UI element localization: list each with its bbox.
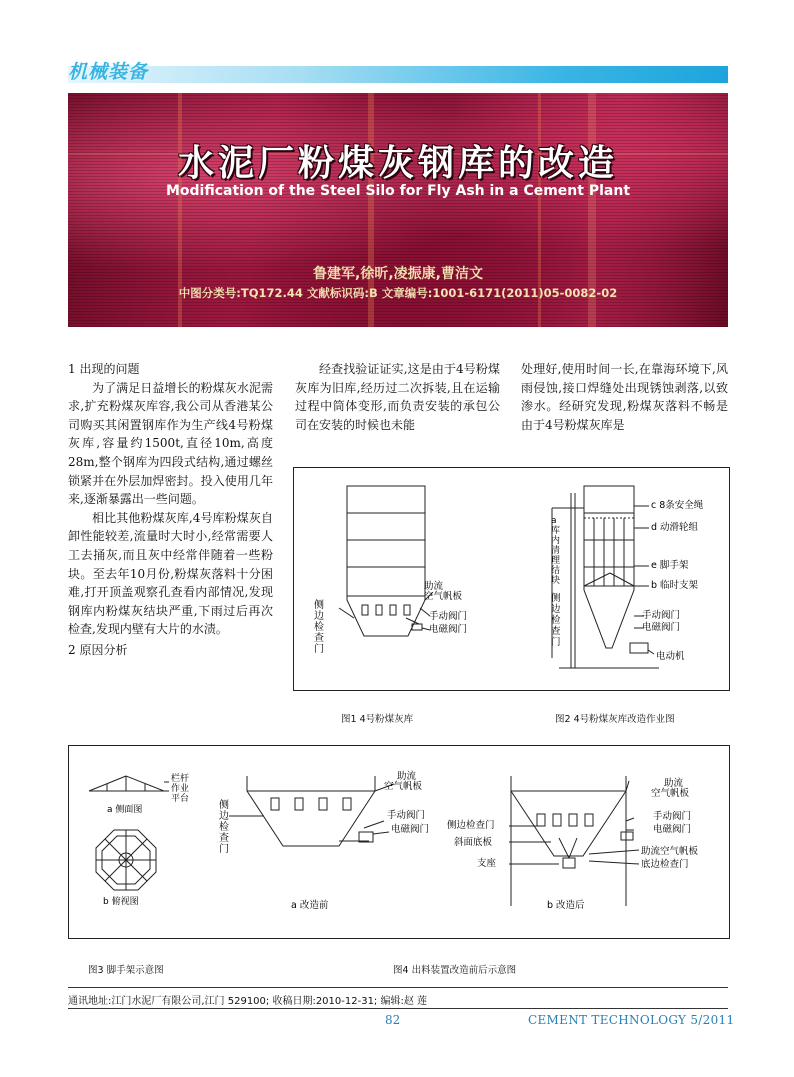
heading-1: 1 出现的问题 (68, 362, 140, 376)
fig2-label-motor: 电动机 (656, 651, 685, 662)
fig4-label-air-slide-a: 助流空气帆板 (384, 771, 423, 792)
article-title: 水泥厂粉煤灰钢库的改造 (177, 143, 618, 184)
fig2-label-a: a 库内清理结块 (551, 516, 561, 586)
column-1 (68, 360, 273, 660)
figure-1-caption: 图1 4号粉煤灰库 (341, 714, 414, 725)
fig3-label-platform: 作业平台 (171, 784, 190, 804)
fig4-label-side-door-b: 侧边检查门 (447, 820, 495, 831)
fig2-label-e: e 脚手架 (651, 560, 689, 571)
figure-3-4-box (68, 745, 730, 939)
fig2-label-manual-valve: 手动阀门 (642, 610, 681, 621)
fig4-caption-after: b 改造后 (547, 900, 585, 911)
column-2 (295, 360, 500, 434)
fig4-label-support: 支座 (477, 858, 497, 869)
footer-rule-2 (68, 1008, 728, 1009)
fig4-label-air-slide-b: 助流空气帆板 (651, 778, 690, 799)
heading-2: 2 原因分析 (68, 642, 128, 657)
fig4-label-manual-a: 手动阀门 (387, 810, 426, 821)
footer-rule (68, 987, 728, 988)
article-title-en: Modification of the Steel Silo for Fly Ash in a Cement Plant (165, 183, 631, 199)
paragraph: 经查找验证证实,这是由于4号粉煤灰库为旧库,经历过二次拆装,且在运输过程中筒体变形,而负责安装的承包公司在安装的时候也未能 (295, 362, 500, 432)
section-title: 机械装备 (68, 61, 149, 83)
paragraph: 为了满足日益增长的粉煤灰水泥需求,扩充粉煤灰库容,我公司从香港某公司购买其闲置钢库作为生产线4号粉煤灰库,容量约1500t,直径10m,高度28m,整个钢库为四段式结构,通过螺丝锁紧并在外层加焊密封。投入使用几年来,逐渐暴露出一些问题。 (68, 380, 273, 507)
authors: 鲁建军,徐昕,凌振康,曹洁文 (313, 266, 483, 282)
fig2-label-c: c 8条安全绳 (651, 500, 704, 511)
page-number: 82 (385, 1013, 401, 1027)
figure-1-2-box (293, 467, 730, 691)
fig4-label-manual-b: 手动阀门 (653, 811, 692, 822)
classification-info: 中图分类号:TQ172.44 文献标识码:B 文章编号:1001-6171(2011)05-0082-02 (178, 286, 618, 300)
fig3-label-railing: 栏杆 (171, 774, 190, 784)
figure-4-caption: 图4 出料装置改造前后示意图 (393, 965, 517, 976)
fig4-label-side-door-a: 侧边检查门 (219, 800, 229, 855)
fig2-label-side-door: 侧边检查门 (551, 593, 561, 648)
fig4-label-incline: 斜面底板 (454, 837, 493, 848)
fig3-label-a: a 侧面图 (107, 805, 143, 815)
fig4-label-solenoid-a: 电磁阀门 (391, 824, 430, 835)
fig4-label-solenoid-b: 电磁阀门 (653, 824, 692, 835)
fig1-label-air-slide: 助流空气帆板 (424, 581, 463, 602)
figure-3-4-diagram (69, 746, 729, 938)
footnote: 通讯地址:江门水泥厂有限公司,江门 529100; 收稿日期:2010-12-31; 编辑:赵 莲 (68, 996, 428, 1007)
fig4-caption-before: a 改造前 (291, 900, 329, 911)
title-banner (68, 93, 728, 327)
fig3-label-b: b 俯视图 (103, 897, 139, 907)
fig2-label-b: b 临时支架 (651, 580, 699, 591)
paragraph: 相比其他粉煤灰库,4号库粉煤灰自卸性能较差,流量时大时小,经常需要人工去捅灰,而且灰中经常伴随着一些粉块。至去年10月份,粉煤灰落料十分困难,打开顶盖观察孔查看内部情况,发现钢库内粉煤灰结块严重,下雨过后再次检查,发现内壁有大片的水渍。 (68, 510, 273, 637)
fig2-label-solenoid-valve: 电磁阀门 (642, 622, 681, 633)
fig1-label-solenoid-valve: 电磁阀门 (429, 624, 468, 635)
paragraph: 处理好,使用时间一长,在靠海环境下,风雨侵蚀,接口焊缝处出现锈蚀剥落,以致渗水。经研究发现,粉煤灰落料不畅是由于4号粉煤灰库是 (521, 362, 728, 432)
section-bar (68, 66, 728, 83)
figure-3-caption: 图3 脚手架示意图 (88, 965, 164, 976)
fig4-label-air-slide2: 助流空气帆板 (641, 846, 699, 857)
column-3 (521, 360, 728, 434)
journal-name: CEMENT TECHNOLOGY 5/2011 (528, 1013, 735, 1027)
fig1-label-manual-valve: 手动阀门 (429, 611, 468, 622)
fig4-label-bottom-door: 底边检查门 (641, 859, 689, 870)
figure-2-caption: 图2 4号粉煤灰库改造作业图 (555, 714, 675, 725)
figure-1-2-diagram (294, 468, 729, 690)
fig1-label-side-door: 侧边检查门 (314, 600, 324, 655)
fig2-label-d: d 动滑轮组 (651, 522, 699, 533)
